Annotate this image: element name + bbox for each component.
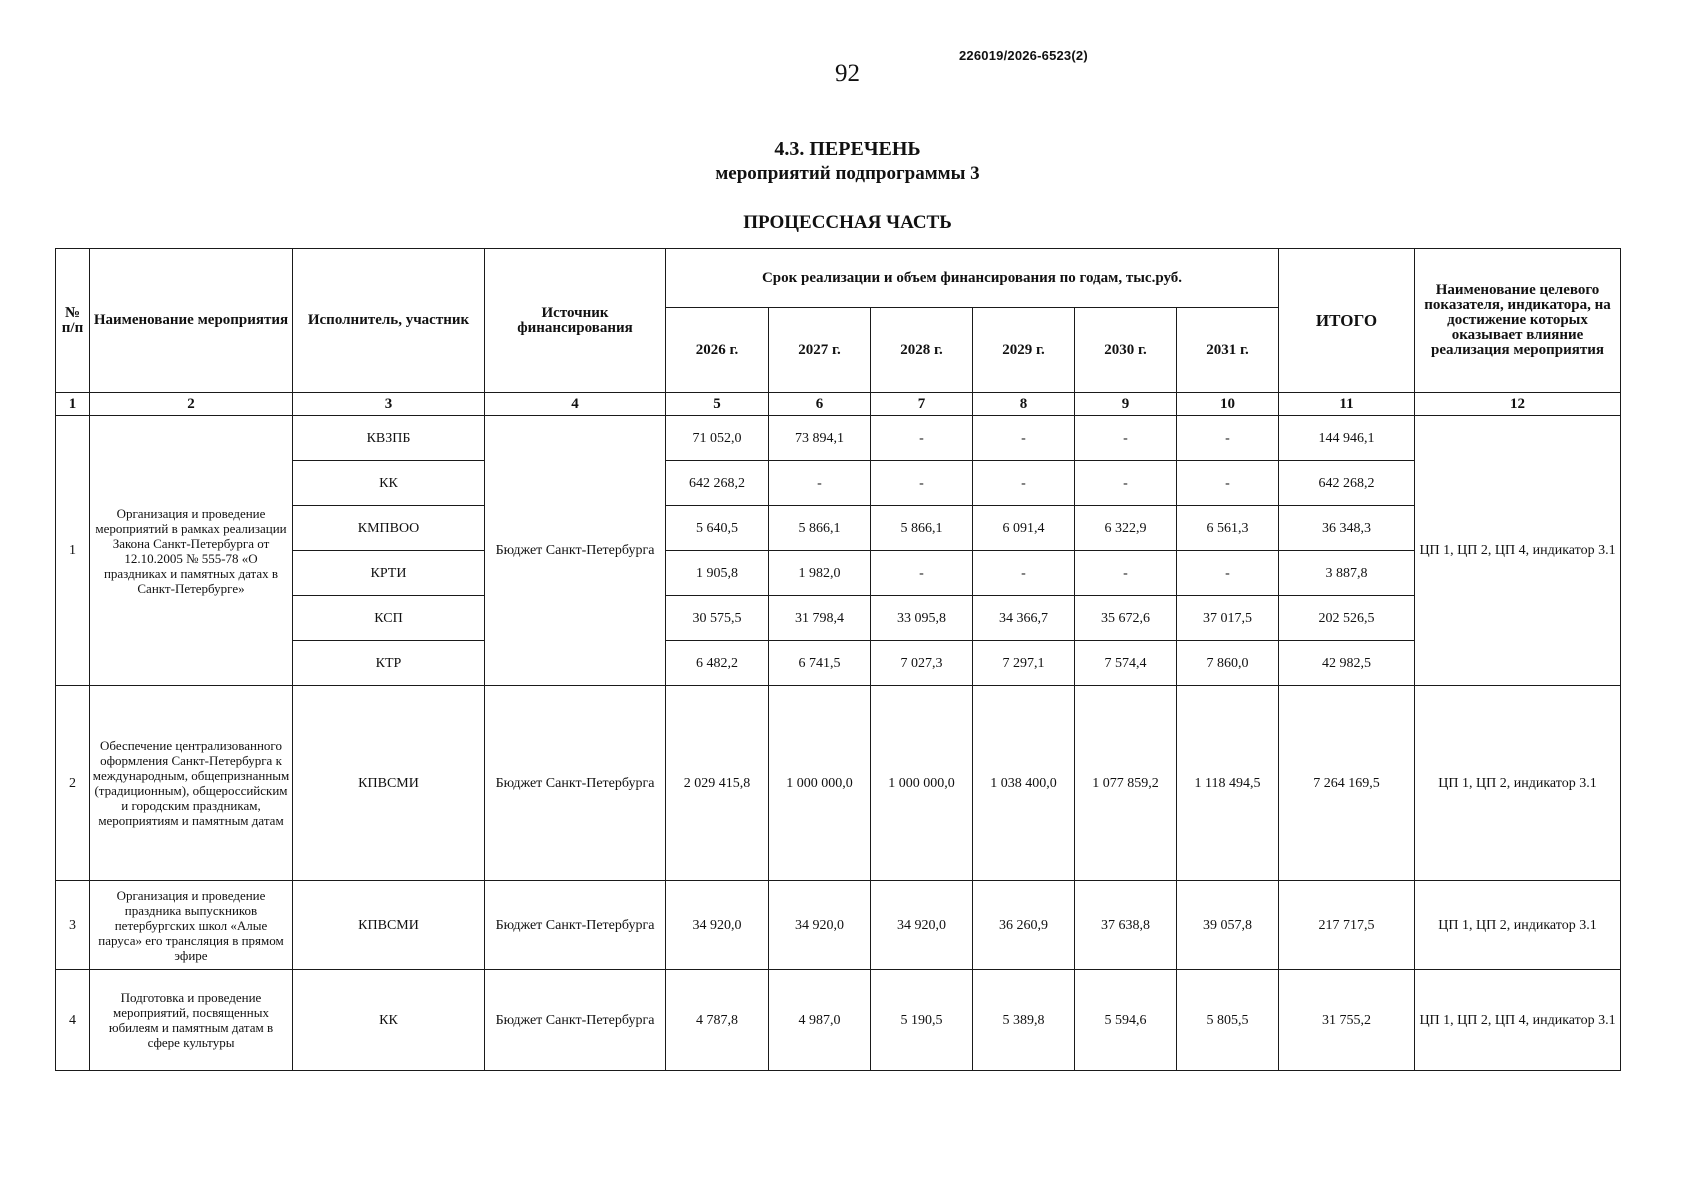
header-indicator: Наименование целевого показателя, индикатора, на достижение которых оказывает влияние реализация мероприятия (1415, 249, 1621, 393)
value-cell: 1 000 000,0 (769, 686, 871, 881)
executor-cell: КТР (293, 641, 485, 686)
value-cell: - (973, 416, 1075, 461)
value-cell: 1 077 859,2 (1075, 686, 1177, 881)
funding-source: Бюджет Санкт-Петербурга (485, 416, 666, 686)
value-cell: 7 027,3 (871, 641, 973, 686)
value-cell: 642 268,2 (666, 461, 769, 506)
header-year: 2027 г. (769, 308, 871, 393)
column-number: 4 (485, 393, 666, 416)
measure-name: Обеспечение централизованного оформления Санкт-Петербурга к международным, общепризнанным (традиционным), общероссийским и городским праздникам, мероприятиям и памятным датам (90, 686, 293, 881)
value-cell: 34 920,0 (666, 881, 769, 970)
total-cell: 7 264 169,5 (1279, 686, 1415, 881)
value-cell: - (871, 551, 973, 596)
value-cell: 34 920,0 (871, 881, 973, 970)
value-cell: 5 190,5 (871, 970, 973, 1071)
value-cell: 36 260,9 (973, 881, 1075, 970)
value-cell: 1 118 494,5 (1177, 686, 1279, 881)
total-cell: 31 755,2 (1279, 970, 1415, 1071)
value-cell: 37 638,8 (1075, 881, 1177, 970)
table-row (56, 970, 1621, 1071)
header-name: Наименование мероприятия (90, 249, 293, 393)
executor-cell: КПВСМИ (293, 881, 485, 970)
total-cell: 202 526,5 (1279, 596, 1415, 641)
header-num: № п/п (56, 249, 90, 393)
header-period: Срок реализации и объем финансирования по годам, тыс.руб. (666, 249, 1279, 308)
value-cell: 6 322,9 (1075, 506, 1177, 551)
value-cell: 2 029 415,8 (666, 686, 769, 881)
executor-cell: КМПВОО (293, 506, 485, 551)
column-number: 2 (90, 393, 293, 416)
value-cell: 5 866,1 (769, 506, 871, 551)
column-number: 6 (769, 393, 871, 416)
value-cell: 1 000 000,0 (871, 686, 973, 881)
value-cell: 6 091,4 (973, 506, 1075, 551)
column-number: 5 (666, 393, 769, 416)
value-cell: 34 366,7 (973, 596, 1075, 641)
value-cell: - (1177, 551, 1279, 596)
value-cell: 33 095,8 (871, 596, 973, 641)
measure-name: Подготовка и проведение мероприятий, посвященных юбилеям и памятным датам в сфере культуры (90, 970, 293, 1071)
value-cell: 7 574,4 (1075, 641, 1177, 686)
total-cell: 217 717,5 (1279, 881, 1415, 970)
executor-cell: КВЗПБ (293, 416, 485, 461)
value-cell: - (1075, 551, 1177, 596)
header-year: 2028 г. (871, 308, 973, 393)
value-cell: 5 866,1 (871, 506, 973, 551)
indicator-cell: ЦП 1, ЦП 2, индикатор 3.1 (1415, 881, 1621, 970)
title-block (0, 136, 1695, 186)
executor-cell: КРТИ (293, 551, 485, 596)
value-cell: - (1075, 416, 1177, 461)
value-cell: - (1177, 416, 1279, 461)
executor-cell: КК (293, 970, 485, 1071)
table-row (56, 416, 1621, 461)
document-title: 4.3. ПЕРЕЧЕНЬ (774, 138, 921, 160)
executor-cell: КПВСМИ (293, 686, 485, 881)
value-cell: 7 297,1 (973, 641, 1075, 686)
value-cell: - (871, 461, 973, 506)
value-cell: 6 741,5 (769, 641, 871, 686)
header-year: 2026 г. (666, 308, 769, 393)
value-cell: - (1177, 461, 1279, 506)
funding-source: Бюджет Санкт-Петербурга (485, 881, 666, 970)
value-cell: - (871, 416, 973, 461)
value-cell: 37 017,5 (1177, 596, 1279, 641)
document-registration-code: 226019/2026-6523(2) (959, 48, 1088, 63)
value-cell: 5 640,5 (666, 506, 769, 551)
column-number: 8 (973, 393, 1075, 416)
row-number: 4 (56, 970, 90, 1071)
value-cell: 6 561,3 (1177, 506, 1279, 551)
row-number: 1 (56, 416, 90, 686)
funding-source: Бюджет Санкт-Петербурга (485, 686, 666, 881)
total-cell: 3 887,8 (1279, 551, 1415, 596)
column-number: 11 (1279, 393, 1415, 416)
value-cell: - (973, 461, 1075, 506)
header-year: 2030 г. (1075, 308, 1177, 393)
funding-source: Бюджет Санкт-Петербурга (485, 970, 666, 1071)
value-cell: 1 038 400,0 (973, 686, 1075, 881)
indicator-cell: ЦП 1, ЦП 2, индикатор 3.1 (1415, 686, 1621, 881)
header-year: 2029 г. (973, 308, 1075, 393)
column-number: 3 (293, 393, 485, 416)
column-number: 7 (871, 393, 973, 416)
value-cell: 5 594,6 (1075, 970, 1177, 1071)
executor-cell: КСП (293, 596, 485, 641)
value-cell: 31 798,4 (769, 596, 871, 641)
section-title: ПРОЦЕССНАЯ ЧАСТЬ (743, 212, 952, 233)
measure-name: Организация и проведение праздника выпускников петербургских школ «Алые паруса» его трансляция в прямом эфире (90, 881, 293, 970)
column-number: 12 (1415, 393, 1621, 416)
row-number: 3 (56, 881, 90, 970)
value-cell: 4 987,0 (769, 970, 871, 1071)
table-row (56, 881, 1621, 970)
total-cell: 42 982,5 (1279, 641, 1415, 686)
page-number: 92 (835, 60, 860, 87)
value-cell: 34 920,0 (769, 881, 871, 970)
header-year: 2031 г. (1177, 308, 1279, 393)
executor-cell: КК (293, 461, 485, 506)
indicator-cell: ЦП 1, ЦП 2, ЦП 4, индикатор 3.1 (1415, 970, 1621, 1071)
value-cell: 1 982,0 (769, 551, 871, 596)
value-cell: 4 787,8 (666, 970, 769, 1071)
indicator-cell: ЦП 1, ЦП 2, ЦП 4, индикатор 3.1 (1415, 416, 1621, 686)
value-cell: - (769, 461, 871, 506)
value-cell: 73 894,1 (769, 416, 871, 461)
measures-table (55, 248, 1621, 1071)
value-cell: 7 860,0 (1177, 641, 1279, 686)
row-number: 2 (56, 686, 90, 881)
value-cell: 71 052,0 (666, 416, 769, 461)
measure-name: Организация и проведение мероприятий в рамках реализации Закона Санкт-Петербурга от 12.10.2005 № 555-78 «О праздниках и памятных датах в Санкт-Петербурге» (90, 416, 293, 686)
value-cell: 5 389,8 (973, 970, 1075, 1071)
header-total: ИТОГО (1279, 249, 1415, 393)
value-cell: 35 672,6 (1075, 596, 1177, 641)
value-cell: - (973, 551, 1075, 596)
value-cell: 30 575,5 (666, 596, 769, 641)
column-numbers-row (56, 393, 1621, 416)
column-number: 9 (1075, 393, 1177, 416)
total-cell: 144 946,1 (1279, 416, 1415, 461)
total-cell: 642 268,2 (1279, 461, 1415, 506)
value-cell: 39 057,8 (1177, 881, 1279, 970)
header-executor: Исполнитель, участник (293, 249, 485, 393)
table-row (56, 686, 1621, 881)
total-cell: 36 348,3 (1279, 506, 1415, 551)
column-number: 1 (56, 393, 90, 416)
column-number: 10 (1177, 393, 1279, 416)
document-subtitle: мероприятий подпрограммы 3 (715, 163, 980, 184)
value-cell: - (1075, 461, 1177, 506)
value-cell: 6 482,2 (666, 641, 769, 686)
value-cell: 5 805,5 (1177, 970, 1279, 1071)
value-cell: 1 905,8 (666, 551, 769, 596)
header-source: Источник финансирования (485, 249, 666, 393)
